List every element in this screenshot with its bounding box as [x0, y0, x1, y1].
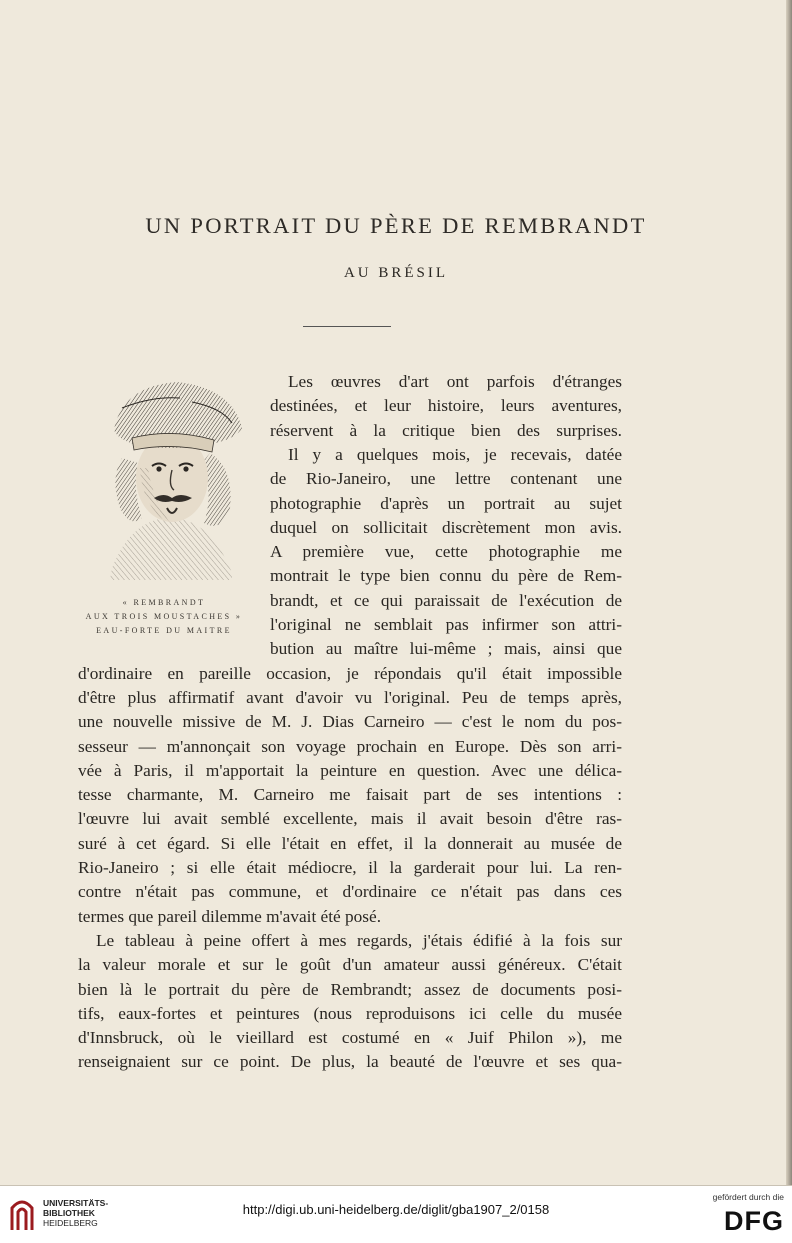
text-line: brandt, et ce qui paraissait de l'exécution de [270, 590, 622, 610]
text-line: Les œuvres d'art ont parfois d'étranges [288, 372, 622, 391]
text-line: d'ordinaire en pareille occasion, je répondais qu'il était impossible [78, 663, 622, 683]
digitization-footer [0, 1186, 792, 1243]
article-title: UN PORTRAIT DU PÈRE DE REMBRANDT [145, 213, 647, 238]
text-line: bution au maître lui-même ; mais, ainsi que [270, 639, 622, 659]
caption-line: EAU-FORTE DU MAITRE [96, 626, 232, 635]
institution-line: UNIVERSITÄTS- [43, 1198, 109, 1208]
text-line: termes que pareil dilemme m'avait été posé. [78, 906, 382, 926]
text-line: une nouvelle missive de M. J. Dias Carneiro — c'est le nom du pos- [78, 712, 622, 732]
text-line: l'original ne semblait pas infirmer son attri- [270, 615, 622, 634]
source-url-link[interactable]: http://digi.ub.uni-heidelberg.de/diglit/gba1907_2/0158 [242, 1202, 550, 1217]
text-line: tifs, eaux-fortes et peintures (nous reproduisons ici celle du musée [78, 1003, 622, 1023]
text-line: Le tableau à peine offert à mes regards, j'étais édifié à la fois sur [96, 930, 622, 950]
text-line: photographie d'après un portrait au sujet [270, 493, 622, 513]
page-edge [786, 0, 792, 1185]
caption-line: « REMBRANDT [122, 598, 206, 607]
text-line: de Rio-Janeiro, une lettre contenant une [270, 469, 622, 489]
text-line: sesseur — m'annonçait son voyage prochain en Europe. Dès son arri- [78, 736, 622, 756]
rembrandt-etching-illustration [82, 368, 260, 588]
text-line: d'Innsbruck, où le vieillard est costumé en « Juif Philon »), me [78, 1028, 622, 1048]
text-line: montrait le type bien connu du père de Rem- [270, 566, 622, 586]
text-line: la valeur morale et sur le goût d'un amateur aussi généreux. C'était [78, 955, 622, 975]
caption-line: AUX TROIS MOUSTACHES » [85, 612, 243, 621]
text-line: vée à Paris, il m'apportait la peinture en question. Avec une délica- [78, 760, 622, 780]
funder-note: gefördert durch die [712, 1192, 784, 1202]
text-line: tesse charmante, M. Carneiro me faisait part de ses intentions : [78, 785, 622, 805]
figure-caption [64, 596, 264, 638]
institution-line: BIBLIOTHEK [43, 1208, 95, 1218]
portrait-etching-image [82, 368, 260, 588]
text-line: suré à cet égard. Si elle l'était en effet, il la donnerait au musée de [78, 833, 622, 853]
text-line: l'œuvre lui avait semblé excellente, mais il avait besoin d'être ras- [78, 809, 622, 829]
text-line: contre n'était pas commune, et d'ordinaire ce n'était pas dans ces [78, 882, 622, 902]
title-divider [303, 326, 391, 327]
text-line: réservent à la critique bien des surprises. [270, 420, 622, 440]
text-line: renseignaient sur ce point. De plus, la beauté de l'œuvre et ses qua- [78, 1052, 622, 1072]
article-subtitle: AU BRÉSIL [343, 265, 449, 281]
institution-line: HEIDELBERG [43, 1218, 98, 1228]
text-line: duquel on sollicitait discrètement mon avis. [270, 517, 622, 537]
text-line: Il y a quelques mois, je recevais, datée [288, 444, 622, 464]
text-line: Rio-Janeiro ; si elle était médiocre, il la garderait pour lui. La ren- [78, 858, 622, 877]
text-line: bien là le portrait du père de Rembrandt; assez de documents posi- [78, 979, 622, 999]
text-line: destinées, et leur histoire, leurs aventures, [270, 396, 622, 416]
text-line: A première vue, cette photographie me [270, 542, 622, 562]
text-line: d'être plus affirmatif avant d'avoir vu l'original. Peu de temps après, [78, 687, 622, 707]
dfg-logo: DFG [724, 1206, 784, 1236]
